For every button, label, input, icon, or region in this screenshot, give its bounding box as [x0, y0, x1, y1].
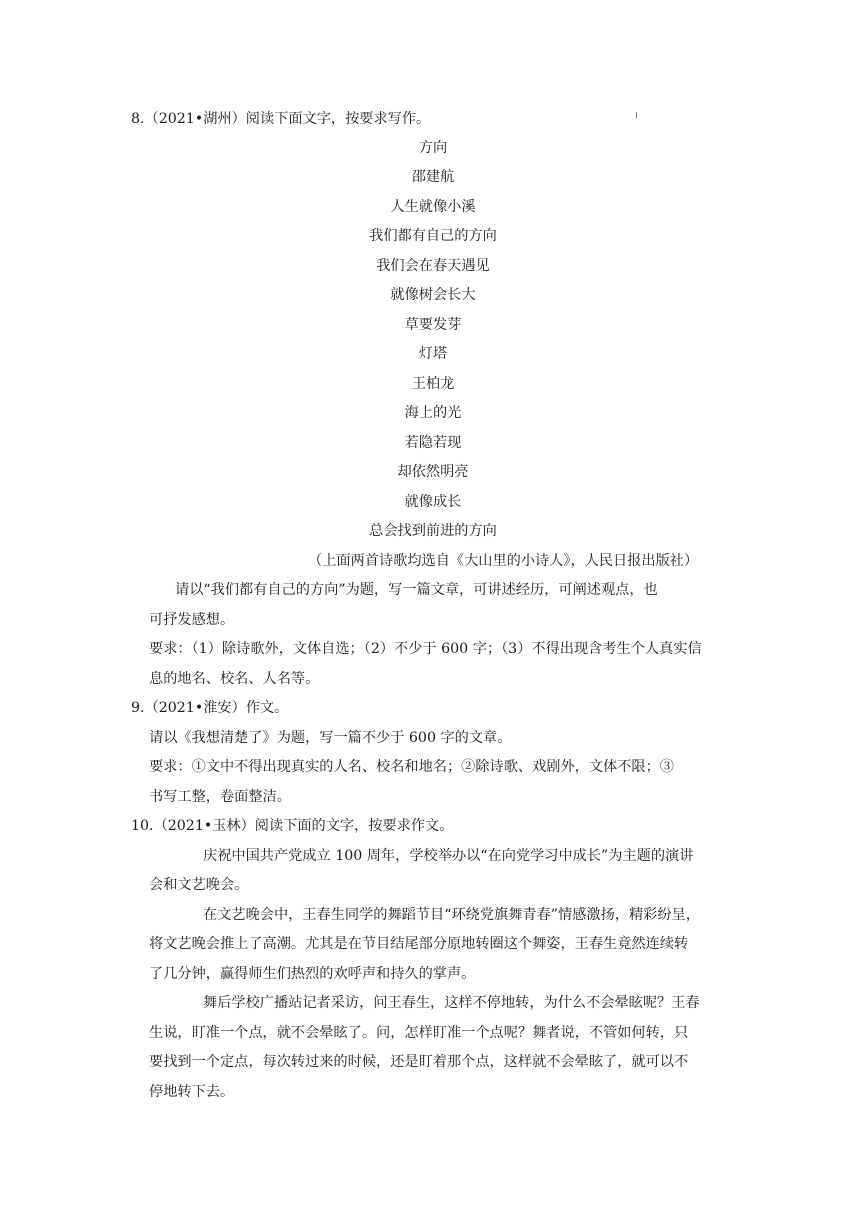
- poem-2-line: 若隐若现: [404, 435, 462, 451]
- q8-requirements-line: 息的地名、校名、人名等。: [149, 671, 320, 687]
- question-10-heading: 10.（2021•玉林）阅读下面的文字，按要求作文。: [131, 818, 454, 834]
- q9-prompt: 请以《我想清楚了》为题，写一篇不少于 600 字的文章。: [149, 730, 512, 746]
- poem-source-note: （上面两首诗歌均选自《大山里的小诗人》，人民日报出版社）: [308, 553, 699, 569]
- poem-2-line: 海上的光: [404, 405, 462, 421]
- poem-2-line: 就像成长: [404, 494, 462, 510]
- q10-paragraph-line: 将文艺晚会推上了高潮。尤其是在节目结尾部分原地转圈这个舞姿，王春生竟然连续转: [149, 936, 689, 952]
- stray-mark: [636, 112, 637, 118]
- question-9-heading: 9.（2021•淮安）作文。: [131, 700, 289, 716]
- q10-paragraph-line: 在文艺晚会中，王春生同学的舞蹈节目“环绕党旗舞青春”情感激扬，精彩纷呈，: [203, 907, 700, 923]
- poem-1-line: 草要发芽: [404, 317, 462, 333]
- q10-paragraph-line: 生说，盯准一个点，就不会晕眩了。问，怎样盯准一个点呢？舞者说，不管如何转，只: [149, 1025, 689, 1041]
- question-8-heading: 8.（2021•湖州）阅读下面文字，按要求写作。: [131, 111, 431, 127]
- q10-paragraph-line: 庆祝中国共产党成立 100 周年，学校举办以“在向党学习中成长”为主题的演讲: [203, 848, 694, 864]
- poem-1-title: 方向: [418, 140, 448, 156]
- poem-2-author: 王柏龙: [411, 376, 455, 392]
- poem-1-line: 我们都有自己的方向: [369, 228, 497, 244]
- q10-paragraph-line: 了几分钟，赢得师生们热烈的欢呼声和持久的掌声。: [149, 966, 476, 982]
- poem-1-author: 邵建航: [411, 169, 455, 185]
- poem-2-line: 总会找到前进的方向: [369, 523, 497, 539]
- poem-2-line: 却依然明亮: [397, 464, 469, 480]
- poem-1-line: 人生就像小溪: [390, 199, 476, 215]
- poem-2-title: 灯塔: [418, 346, 448, 362]
- poem-1-line: 我们会在春天遇见: [376, 258, 490, 274]
- q10-paragraph-line: 要找到一个定点，每次转过来的时候，还是盯着那个点，这样就不会晕眩了，就可以不: [149, 1054, 689, 1070]
- q9-requirements-line: 要求：①文中不得出现真实的人名、校名和地名；②除诗歌、戏剧外，文体不限；③: [149, 759, 674, 775]
- q8-prompt-line: 可抒发感想。: [149, 612, 235, 628]
- poem-1-line: 就像树会长大: [390, 287, 476, 303]
- q8-requirements-line: 要求：（1）除诗歌外，文体自选；（2）不少于 600 字；（3）不得出现含考生个人真实信: [149, 641, 702, 657]
- q10-paragraph-line: 会和文艺晚会。: [149, 877, 249, 893]
- q10-paragraph-line: 停地转下去。: [149, 1084, 235, 1100]
- q10-paragraph-line: 舞后学校广播站记者采访，问王春生，这样不停地转，为什么不会晕眩呢？王春: [203, 995, 700, 1011]
- q8-prompt-line: 请以“我们都有自己的方向”为题，写一篇文章，可讲述经历，可阐述观点，也: [175, 582, 658, 598]
- q9-requirements-line: 书写工整，卷面整洁。: [149, 789, 291, 805]
